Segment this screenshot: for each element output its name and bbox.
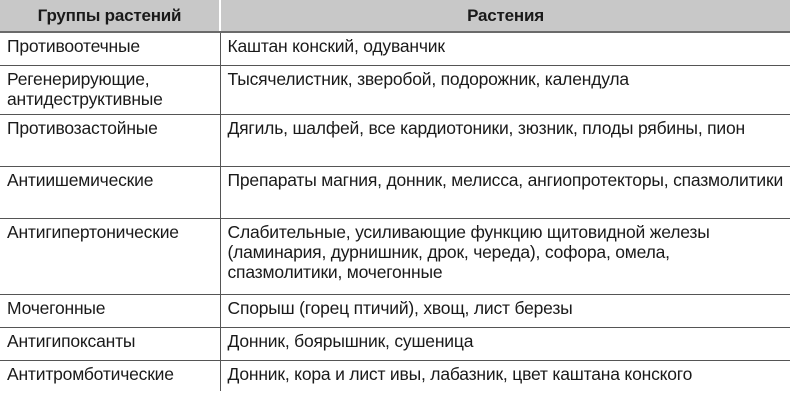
table-header-row (0, 0, 790, 32)
group-cell: Антитромботические (0, 360, 220, 391)
group-cell: Мочегонные (0, 294, 220, 327)
plants-cell: Каштан конский, одуванчик (220, 32, 790, 65)
plants-cell: Донник, кора и лист ивы, лабазник, цвет каштана конского (227, 363, 693, 384)
table-row (0, 114, 790, 166)
group-cell: Антиишемические (0, 166, 220, 218)
plants-cell: Дягиль, шалфей, все кардиотоники, зюзник, плоды рябины, пион (220, 114, 790, 166)
group-cell: Антигипертонические (0, 218, 220, 294)
table-row (0, 327, 790, 360)
group-cell: Антигипоксанты (0, 327, 220, 360)
header-plant-groups: Группы растений (0, 0, 220, 32)
group-cell: Противоотечные (0, 32, 220, 65)
table-row (0, 218, 790, 294)
group-cell: Противозастойные (0, 114, 220, 166)
plants-cell: Спорыш (горец птичий), хвощ, лист березы (220, 294, 790, 327)
plants-cell: Тысячелистник, зверобой, подорожник, календула (220, 65, 790, 114)
plants-cell: Донник, боярышник, сушеница (220, 327, 790, 360)
table-row (0, 294, 790, 327)
plants-cell: Слабительные, усиливающие функцию щитовидной железы (ламинария, дурнишник, дрок, череда), софора, омела, спазмолитики, мочегонные (220, 218, 790, 294)
plants-cell: Препараты магния, донник, мелисса, ангиопротекторы, спазмолитики (220, 166, 790, 218)
table-row (0, 360, 790, 391)
group-cell: Регенерирующие, антидеструктивные (0, 65, 220, 114)
header-plants: Растения (220, 0, 790, 32)
table-row (0, 166, 790, 218)
table-row (0, 32, 790, 65)
table-row (0, 65, 790, 114)
